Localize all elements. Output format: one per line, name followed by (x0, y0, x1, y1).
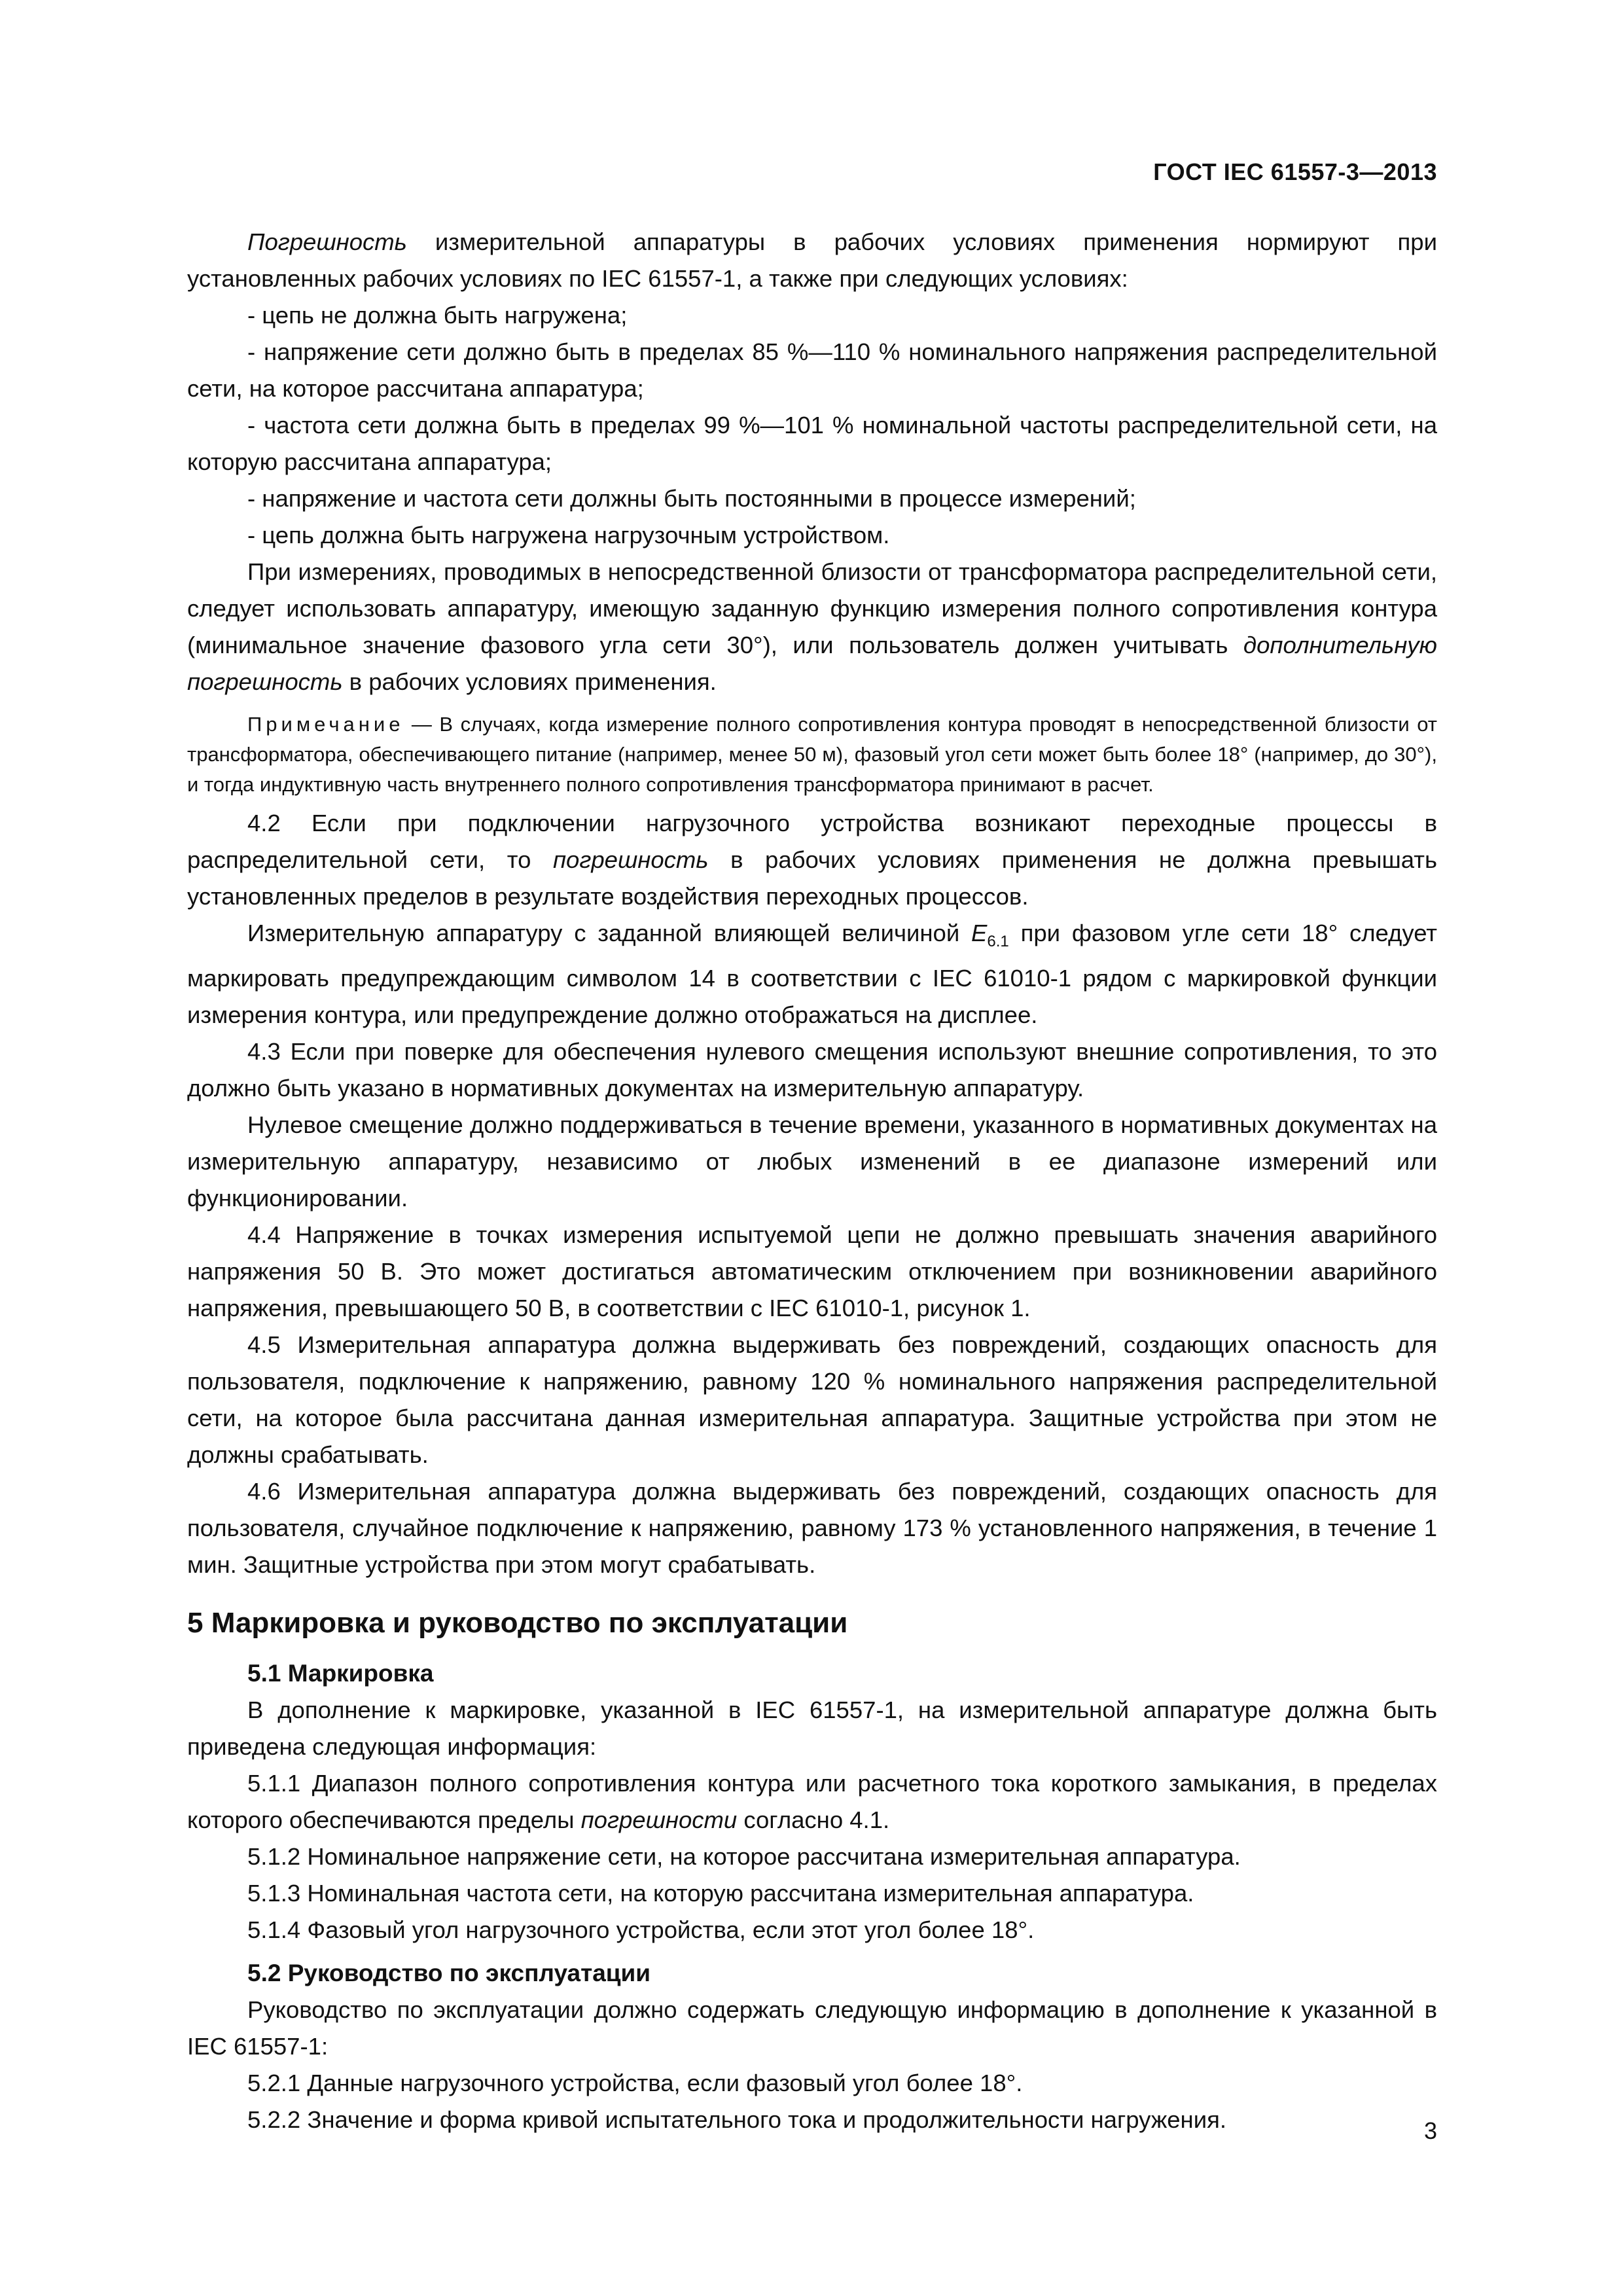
paragraph-text: 5.1.1 Диапазон полного сопротивления контура или расчетного тока короткого замыкания, в пределах которого обеспечиваются пределы (187, 1770, 1437, 1833)
emphasis-term: погрешность (552, 846, 709, 873)
section-5-2-intro: Руководство по эксплуатации должно содержать следующую информацию в дополнение к указанной в IEC 61557-1: (187, 1996, 1437, 2060)
section-5-heading: 5 Маркировка и руководство по эксплуатации (187, 1607, 848, 1639)
note-text: — В случаях, когда измерение полного сопротивления контура проводят в непосредственной близости от трансформатора, обеспечивающего питание (например, менее 50 м), фазовый угол сети может быть более 18° (например, до 30°), и тогда индуктивную часть внутреннего полного сопротивления трансформатора принимают в расчет. (187, 713, 1437, 796)
clause-4-6: 4.6 Измерительная аппаратура должна выдерживать без повреждений, создающих опасность для пользователя, случайное подключение к напряжению, равному 173 % установленного напряжения, в течение 1 мин. Защитные устройства при этом могут срабатывать. (187, 1478, 1437, 1578)
emphasis-term: погрешности (580, 1806, 738, 1833)
paragraph-transformer (187, 554, 1437, 700)
clause-4-3-offset: Нулевое смещение должно поддерживаться в течение времени, указанного в нормативных документах на измерительную аппаратуру, независимо от любых изменений в ее диапазоне измерений или функционировании. (187, 1111, 1437, 1211)
clause-5-1-2: 5.1.2 Номинальное напряжение сети, на которое рассчитана измерительная аппаратура. (247, 1843, 1241, 1870)
list-item: - частота сети должна быть в пределах 99 %—101 % номинальной частоты распределительной сети, на которую рассчитана аппаратура; (187, 412, 1437, 475)
document-page (187, 0, 1437, 2296)
clause-4-2-marking (187, 915, 1437, 1033)
symbol: E (971, 920, 988, 946)
clause-5-2-2: 5.2.2 Значение и форма кривой испытательного тока и продолжительности нагружения. (247, 2106, 1227, 2133)
clause-5-1-1 (187, 1765, 1437, 1839)
list-item: - напряжение сети должно быть в пределах 85 %—110 % номинального напряжения распределительной сети, на которое рассчитана аппаратура; (187, 338, 1437, 402)
emphasis-term: Погрешность (247, 228, 407, 255)
note (187, 709, 1437, 800)
clause-4-4: 4.4 Напряжение в точках измерения испытуемой цепи не должно превышать значения аварийного напряжения 50 В. Это может достигаться автоматическим отключением при возникновении аварийного напряжения, превышающего 50 В, в соответствии с IEC 61010-1, рисунок 1. (187, 1221, 1437, 1321)
section-5-1-intro: В дополнение к маркировке, указанной в IEC 61557-1, на измерительной аппаратуре должна быть приведена следующая информация: (187, 1696, 1437, 1760)
section-5-2-heading: 5.2 Руководство по эксплуатации (247, 1960, 651, 1986)
clause-4-3: 4.3 Если при поверке для обеспечения нулевого смещения используют внешние сопротивления, то это должно быть указано в нормативных документах на измерительную аппаратуру. (187, 1038, 1437, 1102)
paragraph-text: в рабочих условиях применения не должна превышать установленных пределов в результате воздействия переходных процессов. (187, 846, 1438, 910)
clause-4-2 (187, 805, 1437, 915)
paragraph-accuracy (187, 224, 1437, 297)
list-item: - напряжение и частота сети должны быть постоянными в процессе измерений; (247, 485, 1136, 512)
page-number: 3 (1423, 2117, 1437, 2144)
list-item: - цепь должна быть нагружена нагрузочным устройством. (247, 522, 890, 548)
paragraph-text: в рабочих условиях применения. (342, 668, 717, 695)
paragraph-text: 4.2 Если при подключении нагрузочного устройства возникают переходные процессы в распределительной сети, то (187, 810, 1437, 873)
document-body (187, 224, 1437, 2138)
note-label: Примечание (247, 713, 404, 736)
clause-5-1-3: 5.1.3 Номинальная частота сети, на которую рассчитана измерительная аппаратура. (247, 1880, 1194, 1907)
symbol-subscript: 6.1 (987, 933, 1009, 950)
clause-5-2-1: 5.2.1 Данные нагрузочного устройства, если фазовый угол более 18°. (247, 2070, 1023, 2096)
paragraph-text: Измерительную аппаратуру с заданной влияющей величиной (247, 920, 972, 946)
section-5-1-heading: 5.1 Маркировка (247, 1660, 434, 1687)
paragraph-text: согласно 4.1. (737, 1806, 890, 1833)
paragraph-text: При измерениях, проводимых в непосредственной близости от трансформатора распределительной сети, следует использовать аппаратуру, имеющую заданную функцию измерения полного сопротивления контура (минимальное значение фазового угла сети 30°), или пользователь должен учитывать (187, 558, 1437, 658)
paragraph-text: при фазовом угле сети 18° следует маркировать предупреждающим символом 14 в соответствии с IEC 61010-1 рядом с маркировкой функции измерения контура, или предупреждение должно отображаться на дисплее. (187, 920, 1437, 1028)
list-item: - цепь не должна быть нагружена; (247, 302, 628, 329)
document-header: ГОСТ IEC 61557-3—2013 (1153, 158, 1437, 185)
emphasis-term: дополнительную погрешность (187, 632, 1437, 695)
paragraph-text: измерительной аппаратуры в рабочих условиях применения нормируют при установленных рабочих условиях по IEC 61557-1, а также при следующих условиях: (187, 228, 1437, 292)
clause-5-1-4: 5.1.4 Фазовый угол нагрузочного устройства, если этот угол более 18°. (247, 1916, 1035, 1943)
clause-4-5: 4.5 Измерительная аппаратура должна выдерживать без повреждений, создающих опасность для пользователя, подключение к напряжению, равному 120 % номинального напряжения распределительной сети, на которое была рассчитана данная измерительная аппаратура. Защитные устройства при этом не должны срабатывать. (187, 1331, 1437, 1468)
